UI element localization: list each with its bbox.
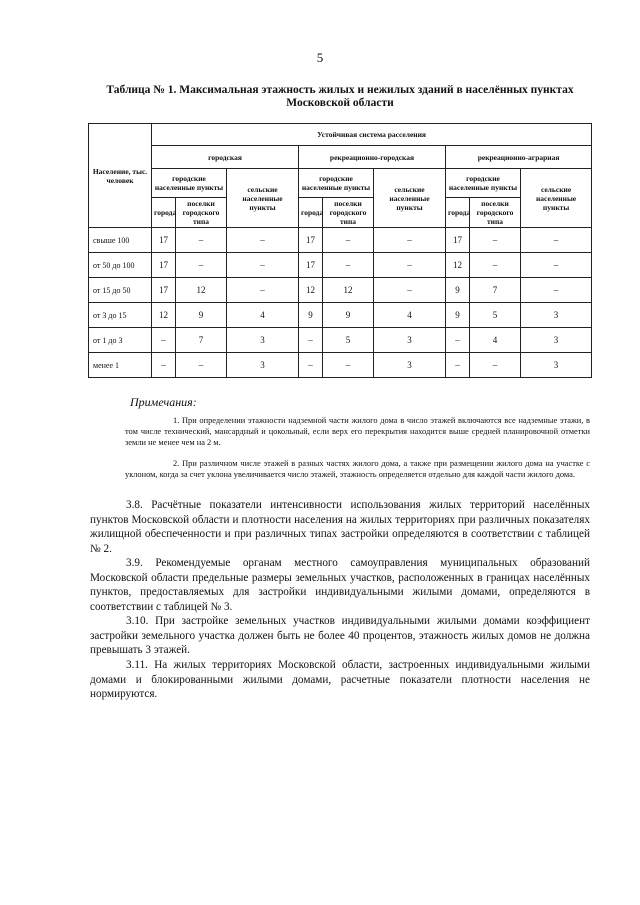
rural-settlements-header: сельские населенные пункты xyxy=(521,169,592,228)
paragraph-3-8: 3.8. Расчётные показатели интенсивности использования жилых территорий населённых пунктов Московской области и плотности населения на жилых территориях при различных показателях жилищной обеспеченности и при различных типах застройки определяются в соответствии с таблицей № 2. xyxy=(90,499,590,555)
table-cell: 7 xyxy=(176,328,227,353)
table-cell: – xyxy=(470,253,521,278)
system-header: Устойчивая система расселения xyxy=(152,124,592,146)
cities-header: города xyxy=(299,198,323,228)
row-label: свыше 100 xyxy=(89,228,152,253)
storeys-table xyxy=(88,123,592,378)
table-cell: – xyxy=(323,253,374,278)
note-1: 1. При определении этажности надземной части жилого дома в число этажей включаются все надземные этажи, в том числе технический, мансардный и цокольный, если верх его перекрытия находится выше средней планировочной отметки земли не менее чем на 2 м. xyxy=(125,416,590,447)
table-cell: 17 xyxy=(152,228,176,253)
table-cell: – xyxy=(152,328,176,353)
table-row xyxy=(89,228,592,253)
table-cell: – xyxy=(446,328,470,353)
table-cell: 17 xyxy=(152,253,176,278)
table-cell: 3 xyxy=(521,328,592,353)
table-row xyxy=(89,253,592,278)
table-cell: – xyxy=(323,353,374,378)
urban-settlements-header: городские населенные пункты xyxy=(152,169,227,198)
table-cell: – xyxy=(470,353,521,378)
page-number: 5 xyxy=(316,50,324,65)
paragraph-3-10: 3.10. При застройке земельных участков индивидуальными жилыми домами коэффициент застройки земельного участка должен быть не более 40 процентов, этажность жилых домов не должна превышать 3 этажей. xyxy=(90,615,590,656)
population-header: Население, тыс. человек xyxy=(89,124,152,228)
paragraph-3-9: 3.9. Рекомендуемые органам местного самоуправления муниципальных образований Московской области предельные размеры земельных участков, расположенных в границах населённых пунктов, предоставляемых для застройки индивидуальными жилыми домами, определяются в соответствии с таблицей № 3. xyxy=(90,557,590,613)
settlements-header: поселки городского типа xyxy=(323,198,374,228)
row-label: от 50 до 100 xyxy=(89,253,152,278)
table-cell: 4 xyxy=(470,328,521,353)
notes-heading: Примечания: xyxy=(130,395,197,409)
table-cell: – xyxy=(323,228,374,253)
table-cell: – xyxy=(446,353,470,378)
table-cell: – xyxy=(227,253,299,278)
table-cell: – xyxy=(521,253,592,278)
rural-settlements-header: сельские населенные пункты xyxy=(374,169,446,228)
table-cell: 9 xyxy=(323,303,374,328)
table-cell: 17 xyxy=(152,278,176,303)
table-cell: 12 xyxy=(176,278,227,303)
table-cell: 5 xyxy=(470,303,521,328)
table-cell: – xyxy=(227,228,299,253)
row-label: менее 1 xyxy=(89,353,152,378)
table-cell: – xyxy=(176,253,227,278)
table-cell: 7 xyxy=(470,278,521,303)
urban-settlements-header: городские населенные пункты xyxy=(446,169,521,198)
table-cell: – xyxy=(299,328,323,353)
table-cell: 9 xyxy=(176,303,227,328)
table-cell: 17 xyxy=(299,253,323,278)
table-cell: 3 xyxy=(227,328,299,353)
table-cell: 9 xyxy=(446,303,470,328)
table-cell: – xyxy=(374,278,446,303)
table-cell: 4 xyxy=(227,303,299,328)
table-cell: – xyxy=(299,353,323,378)
table-row xyxy=(89,353,592,378)
table-row xyxy=(89,303,592,328)
group-header-recreational-urban: рекреационно-городская xyxy=(299,146,446,169)
table-cell: 3 xyxy=(374,328,446,353)
table-title: Таблица № 1. Максимальная этажность жилых и нежилых зданий в населённых пунктах Московской области xyxy=(106,84,574,109)
table-cell: 4 xyxy=(374,303,446,328)
table-cell: 9 xyxy=(446,278,470,303)
table-cell: 17 xyxy=(299,228,323,253)
row-label: от 1 до 3 xyxy=(89,328,152,353)
table-cell: 3 xyxy=(227,353,299,378)
table-cell: – xyxy=(521,228,592,253)
settlements-header: поселки городского типа xyxy=(470,198,521,228)
table-cell: – xyxy=(521,278,592,303)
table-cell: – xyxy=(227,278,299,303)
table-cell: 12 xyxy=(152,303,176,328)
table-cell: 3 xyxy=(521,303,592,328)
table-cell: – xyxy=(374,253,446,278)
table-cell: 3 xyxy=(521,353,592,378)
table-cell: – xyxy=(176,353,227,378)
table-cell: – xyxy=(176,228,227,253)
table-cell: 12 xyxy=(446,253,470,278)
table-row xyxy=(89,328,592,353)
table-cell: 9 xyxy=(299,303,323,328)
row-label: от 15 до 50 xyxy=(89,278,152,303)
urban-settlements-header: городские населенные пункты xyxy=(299,169,374,198)
table-cell: 5 xyxy=(323,328,374,353)
note-2: 2. При различном числе этажей в разных частях жилого дома, а также при размещении жилого дома на участке с уклоном, когда за счет уклона увеличивается число этажей, этажность определяется отдельно для каждой части жилого дома. xyxy=(125,459,590,479)
table-row xyxy=(89,278,592,303)
table-cell: 17 xyxy=(446,228,470,253)
cities-header: города xyxy=(446,198,470,228)
paragraph-3-11: 3.11. На жилых территориях Московской области, застроенных индивидуальными жилыми домами и блокированными жилыми домами, расчетные показатели плотности населения не нормируются. xyxy=(90,659,590,700)
group-header-urban: городская xyxy=(152,146,299,169)
table-cell: – xyxy=(374,228,446,253)
rural-settlements-header: сельские населенные пункты xyxy=(227,169,299,228)
settlements-header: поселки городского типа xyxy=(176,198,227,228)
table-cell: 3 xyxy=(374,353,446,378)
table-cell: 12 xyxy=(323,278,374,303)
group-header-recreational-agrarian: рекреационно-аграрная xyxy=(446,146,592,169)
table-cell: – xyxy=(152,353,176,378)
table-cell: – xyxy=(470,228,521,253)
cities-header: города xyxy=(152,198,176,228)
table-cell: 12 xyxy=(299,278,323,303)
row-label: от 3 до 15 xyxy=(89,303,152,328)
